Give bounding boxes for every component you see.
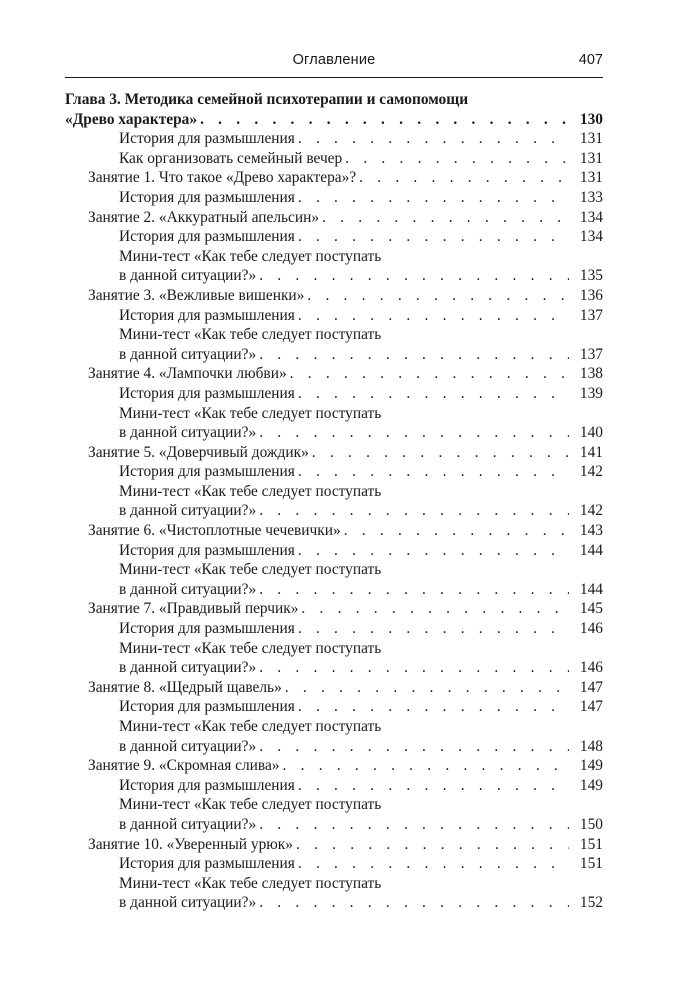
dot-leader <box>259 345 569 365</box>
dot-leader <box>298 697 569 717</box>
chapter-title: Глава 3. Методика семейной психотерапии и самопомощи <box>65 91 469 108</box>
toc-page-number: 139 <box>579 384 603 402</box>
toc-lesson-entry[interactable] <box>65 756 603 776</box>
toc-page-number: 137 <box>579 345 603 363</box>
dot-leader <box>259 266 569 286</box>
toc-page-number: 134 <box>579 228 603 246</box>
toc-lesson-entry[interactable] <box>65 521 603 541</box>
toc-page-number: 152 <box>579 894 603 912</box>
dot-leader <box>259 658 569 678</box>
toc-lesson-entry-label: Занятие 10. «Уверенный урюк» <box>88 835 293 853</box>
dot-leader <box>259 501 569 521</box>
toc-subentry[interactable] <box>65 345 603 365</box>
toc-lesson-entry[interactable] <box>65 208 603 228</box>
toc-page-number: 130 <box>579 110 603 128</box>
dot-leader <box>298 306 569 326</box>
toc-subentry[interactable] <box>65 306 603 326</box>
dot-leader <box>259 815 569 835</box>
toc-subentry-label: в данной ситуации?» <box>119 737 257 755</box>
dot-leader <box>200 110 569 130</box>
toc-page-number: 136 <box>579 286 603 304</box>
page-number: 407 <box>578 52 603 68</box>
toc-subentry[interactable] <box>65 658 603 678</box>
toc-subentry-label: в данной ситуации?» <box>119 345 257 363</box>
toc-subentry[interactable] <box>65 737 603 757</box>
toc-subentry-label: Мини-тест «Как тебе следует поступать <box>119 718 382 735</box>
toc-subentry-label: Мини-тест «Как тебе следует поступать <box>119 639 382 657</box>
toc-page-number: 145 <box>579 600 603 618</box>
toc-lesson-entry-label: Занятие 1. Что такое «Древо характера»? <box>88 169 357 187</box>
toc-subentry-label: История для размышления <box>119 620 295 638</box>
toc-lesson-entry-label: Занятие 4. «Лампочки любви» <box>88 365 287 383</box>
toc-subentry-label: История для размышления <box>119 463 295 481</box>
toc-subentry[interactable] <box>65 227 603 247</box>
dot-leader <box>298 129 569 149</box>
toc-subentry-label: Мини-тест «Как тебе следует поступать <box>119 874 382 892</box>
toc-subentry-label: Мини-тест «Как тебе следует поступать <box>119 247 382 265</box>
toc-subentry-label: Мини-тест «Как тебе следует поступать <box>119 561 382 579</box>
dot-leader <box>259 580 569 600</box>
toc-subentry[interactable] <box>65 815 603 835</box>
toc-subentry-label: История для размышления <box>119 188 295 206</box>
toc-page-number: 151 <box>579 855 603 873</box>
toc-subentry[interactable] <box>65 423 603 443</box>
dot-leader <box>322 208 569 228</box>
dot-leader <box>283 756 570 776</box>
toc-lesson-entry-label: Занятие 2. «Аккуратный апельсин» <box>88 208 320 226</box>
toc-subentry[interactable] <box>65 188 603 208</box>
toc-lesson-entry-label: Занятие 5. «Доверчивый дождик» <box>88 443 309 461</box>
toc-page-number: 147 <box>579 698 603 716</box>
chapter-title-continued: «Древо характера» <box>65 110 198 128</box>
toc-subentry[interactable] <box>65 149 603 169</box>
toc-subentry-label: в данной ситуации?» <box>119 580 257 598</box>
header-rule <box>65 77 603 78</box>
toc-subentry-label: Мини-тест «Как тебе следует поступать <box>119 482 382 500</box>
toc-page-number: 143 <box>579 522 603 540</box>
dot-leader <box>259 423 569 443</box>
toc-subentry-label: История для размышления <box>119 384 295 402</box>
toc-lesson-entry[interactable] <box>65 599 603 619</box>
toc-subentry-label: История для размышления <box>119 541 295 559</box>
toc-subentry-label: История для размышления <box>119 855 295 873</box>
toc-page-number: 131 <box>579 149 603 167</box>
toc-page-number: 144 <box>579 580 603 598</box>
toc-subentry[interactable] <box>65 619 603 639</box>
toc-subentry[interactable] <box>65 541 603 561</box>
dot-leader <box>290 364 569 384</box>
toc-page-number: 148 <box>579 737 603 755</box>
toc-subentry[interactable] <box>65 776 603 796</box>
dot-leader <box>312 443 569 463</box>
toc-subentry-label: История для размышления <box>119 228 295 246</box>
toc-subentry-label: в данной ситуации?» <box>119 894 257 912</box>
toc-lesson-entry-label: Занятие 7. «Правдивый перчик» <box>88 600 299 618</box>
toc-page-number: 149 <box>579 776 603 794</box>
toc-page-number: 141 <box>579 443 603 461</box>
toc-page-number: 144 <box>579 541 603 559</box>
dot-leader <box>307 286 569 306</box>
toc-page-number: 134 <box>579 208 603 226</box>
dot-leader <box>259 893 569 913</box>
dot-leader <box>298 776 569 796</box>
toc-subentry-label: Мини-тест «Как тебе следует поступать <box>119 796 382 814</box>
dot-leader <box>298 384 569 404</box>
toc-page-number: 140 <box>579 424 603 442</box>
toc-subentry-label: в данной ситуации?» <box>119 424 257 442</box>
toc-subentry-label: История для размышления <box>119 130 295 148</box>
toc-page-number: 150 <box>579 815 603 833</box>
toc-page-number: 133 <box>579 188 603 206</box>
toc-subentry-label: Мини-тест «Как тебе следует поступать <box>119 404 382 422</box>
dot-leader <box>359 168 569 188</box>
toc-page-number: 149 <box>579 757 603 775</box>
page-header <box>65 50 603 78</box>
dot-leader <box>298 227 569 247</box>
table-of-contents <box>65 90 603 913</box>
toc-subentry-label: в данной ситуации?» <box>119 815 257 833</box>
toc-page-number: 151 <box>579 835 603 853</box>
toc-page-number: 146 <box>579 659 603 677</box>
toc-subentry[interactable] <box>65 462 603 482</box>
toc-lesson-entry[interactable] <box>65 168 603 188</box>
toc-entries <box>65 129 603 913</box>
running-title: Оглавление <box>292 52 376 68</box>
toc-page-number: 131 <box>579 169 603 187</box>
toc-lesson-entry[interactable] <box>65 443 603 463</box>
toc-page-number: 137 <box>579 306 603 324</box>
dot-leader <box>298 188 569 208</box>
toc-subentry[interactable] <box>65 697 603 717</box>
chapter-title-row[interactable] <box>65 110 603 130</box>
toc-subentry-label: Мини-тест «Как тебе следует поступать <box>119 326 382 344</box>
toc-page-number: 142 <box>579 463 603 481</box>
toc-subentry[interactable] <box>65 129 603 149</box>
toc-page-number: 135 <box>579 267 603 285</box>
toc-lesson-entry-label: Занятие 8. «Щедрый щавель» <box>88 678 282 696</box>
toc-lesson-entry-label: Занятие 9. «Скромная слива» <box>88 757 280 775</box>
toc-subentry[interactable] <box>65 893 603 913</box>
toc-subentry[interactable] <box>65 266 603 286</box>
toc-subentry-label: История для размышления <box>119 776 295 794</box>
toc-lesson-entry-label: Занятие 6. «Чистоплотные чечевички» <box>88 522 341 540</box>
toc-subentry-label: в данной ситуации?» <box>119 502 257 520</box>
toc-page-number: 138 <box>579 365 603 383</box>
toc-lesson-entry[interactable] <box>65 364 603 384</box>
toc-lesson-entry[interactable] <box>65 286 603 306</box>
toc-subentry-label: История для размышления <box>119 698 295 716</box>
toc-subentry-label: в данной ситуации?» <box>119 267 257 285</box>
dot-leader <box>301 599 569 619</box>
toc-subentry[interactable] <box>65 854 603 874</box>
dot-leader <box>298 619 569 639</box>
toc-page-number: 131 <box>579 130 603 148</box>
toc-subentry[interactable] <box>65 384 603 404</box>
toc-subentry-label: в данной ситуации?» <box>119 659 257 677</box>
dot-leader <box>259 737 569 757</box>
dot-leader <box>296 835 569 855</box>
toc-lesson-entry[interactable] <box>65 678 603 698</box>
dot-leader <box>345 149 569 169</box>
toc-subentry[interactable] <box>65 580 603 600</box>
toc-subentry-label: Как организовать семейный вечер <box>119 149 343 167</box>
toc-page-number: 146 <box>579 620 603 638</box>
dot-leader <box>344 521 569 541</box>
toc-page-number: 147 <box>579 678 603 696</box>
toc-lesson-entry[interactable] <box>65 835 603 855</box>
dot-leader <box>298 462 569 482</box>
dot-leader <box>298 854 569 874</box>
toc-page-number: 142 <box>579 502 603 520</box>
dot-leader <box>285 678 569 698</box>
toc-subentry-label: История для размышления <box>119 306 295 324</box>
dot-leader <box>298 541 569 561</box>
toc-lesson-entry-label: Занятие 3. «Вежливые вишенки» <box>88 286 305 304</box>
toc-subentry[interactable] <box>65 501 603 521</box>
